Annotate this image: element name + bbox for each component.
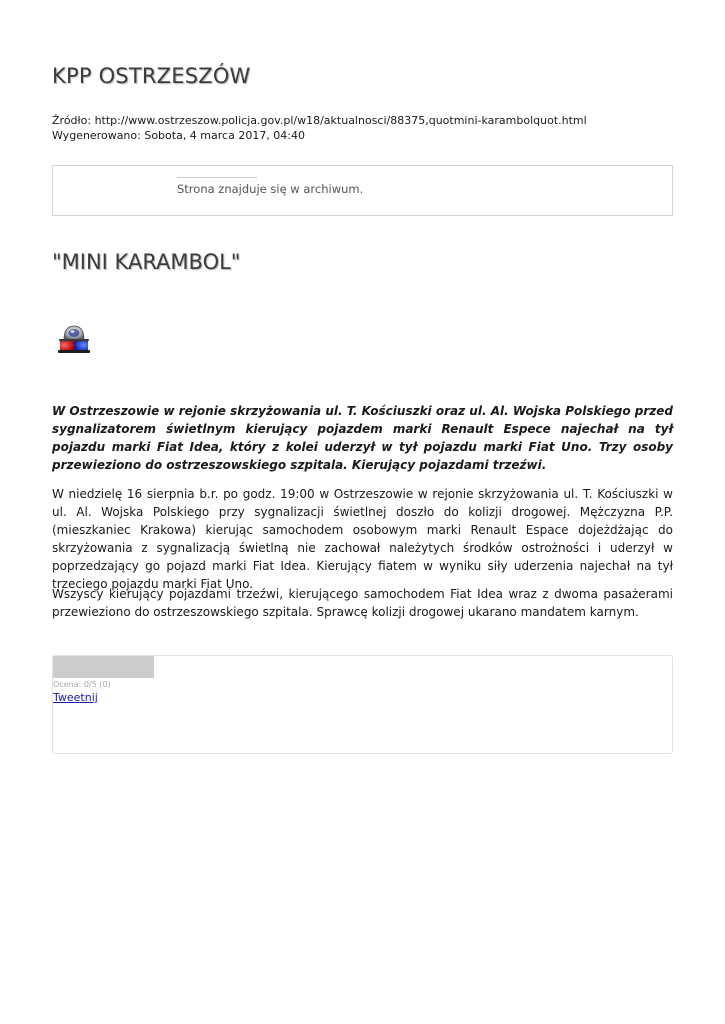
generated-line: Wygenerowano: Sobota, 4 marca 2017, 04:40 xyxy=(52,128,306,142)
archive-notice-box xyxy=(52,165,673,216)
archive-notice-text: Strona znajduje się w archiwum. xyxy=(177,182,364,196)
article-paragraph: Wszyscy kierujący pojazdami trzeźwi, kierującego samochodem Fiat Idea wraz z dwoma pasażerami przewieziono do ostrzeszowskiego szpitala. Sprawcę kolizji drogowej ukarano mandatem karnym. xyxy=(52,587,673,619)
site-title: KPP OSTRZESZÓW xyxy=(52,64,251,88)
archive-divider xyxy=(177,177,257,178)
siren-graphic xyxy=(56,320,92,356)
police-siren-icon xyxy=(56,320,92,356)
rating-stars-bar[interactable] xyxy=(53,656,154,678)
document-meta xyxy=(52,114,587,143)
article-paragraph: W niedzielę 16 sierpnia b.r. po godz. 19:00 w Ostrzeszowie w rejonie skrzyżowania ul. T. Kościuszki w ul. Al. Wojska Polskiego przy sygnalizacji świetlnej doszło do kolizji drogowej. Mężczyzna P.P. (mieszkaniec Krakowa) kierując samochodem osobowym marki Renault Espace dojeżdżając do skrzyżowania z sygnalizacją świetlną nie zachował należytych środków ostrożności i uderzył w poprzedzający go pojazd marki Fiat Idea. Kierujący fiatem w wyniku siły uderzenia najechał na tył trzeciego pojazdu marki Fiat Uno. xyxy=(52,487,673,591)
tweet-link[interactable]: Tweetnij xyxy=(53,691,98,704)
article-title: "MINI KARAMBOL" xyxy=(52,250,241,274)
rating-label: Ocena: 0/5 (0) xyxy=(53,680,111,689)
source-line: Źródło: http://www.ostrzeszow.policja.gov.pl/w18/aktualnosci/88375,quotmini-karambolquot.html xyxy=(52,114,587,127)
rating-box xyxy=(52,655,673,754)
article-lead: W Ostrzeszowie w rejonie skrzyżowania ul. T. Kościuszki oraz ul. Al. Wojska Polskiego przed sygnalizatorem świetlnym kierujący pojazdem marki Renault Espece najechał na tył pojazdu marki Fiat Idea, który z kolei uderzył w tył pojazdu marki Fiat Uno. Trzy osoby przewieziono do ostrzeszowskiego szpitala. Kierujący pojazdami trzeźwi. xyxy=(52,404,673,472)
